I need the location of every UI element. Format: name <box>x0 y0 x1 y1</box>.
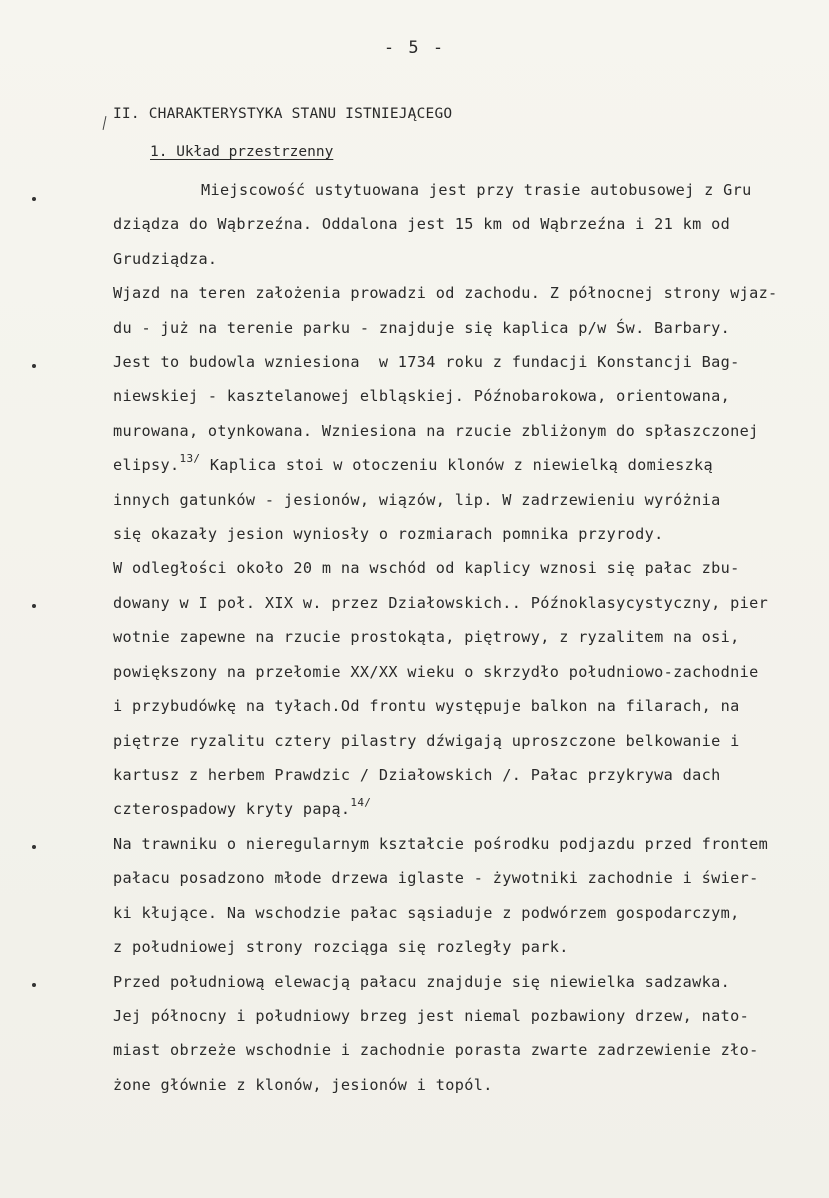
text-segment: czterospadowy kryty papą. <box>113 800 351 818</box>
text-line: W odległości około 20 m na wschód od kaplicy wznosi się pałac zbu- <box>113 559 740 577</box>
text-line: piętrze ryzalitu cztery pilastry dźwigają uproszczone belkowanie i <box>113 732 740 750</box>
margin-dot <box>32 604 36 608</box>
text-line: Grudziądza. <box>113 250 218 268</box>
text-line: pałacu posadzono młode drzewa iglaste - żywotniki zachodnie i świer- <box>113 869 759 887</box>
text-line: murowana, otynkowana. Wzniesiona na rzucie zbliżonym do spłaszczonej <box>113 422 759 440</box>
text-line: miast obrzeże wschodnie i zachodnie porasta zwarte zadrzewienie zło- <box>113 1041 759 1059</box>
text-line: ki kłujące. Na wschodzie pałac sąsiaduje z podwórzem gospodarczym, <box>113 904 740 922</box>
text-line: dziądza do Wąbrzeźna. Oddalona jest 15 km od Wąbrzeźna i 21 km od <box>113 215 731 233</box>
text-line: Na trawniku o nieregularnym kształcie pośrodku podjazdu przed frontem <box>113 835 769 853</box>
margin-dot <box>32 983 36 987</box>
footnote-marker: 13/ <box>179 452 201 465</box>
subsection-title: 1. Układ przestrzenny <box>150 144 334 160</box>
text-line: Jest to budowla wzniesiona w 1734 roku z fundacji Konstancji Bag- <box>113 353 740 371</box>
text-line: się okazały jesion wyniosły o rozmiarach pomnika przyrody. <box>113 525 664 543</box>
text-line: z południowej strony rozciąga się rozległy park. <box>113 938 569 956</box>
text-segment: Kaplica stoi w otoczeniu klonów z niewielką domieszką <box>200 456 714 474</box>
margin-dot <box>32 845 36 849</box>
margin-dot <box>32 197 36 201</box>
text-line: Jej północny i południowy brzeg jest niemal pozbawiony drzew, nato- <box>113 1007 750 1025</box>
text-line: Miejscowość ustytuowana jest przy trasie autobusowej z Gru <box>201 181 752 199</box>
section-title: II. CHARAKTERYSTYKA STANU ISTNIEJĄCEGO <box>113 106 453 122</box>
text-line-with-footnote <box>113 452 714 474</box>
text-line: powiększony na przełomie XX/XX wieku o skrzydło południowo-zachodnie <box>113 663 759 681</box>
text-line: Przed południową elewacją pałacu znajduje się niewielka sadzawka. <box>113 973 731 991</box>
margin-dot <box>32 364 36 368</box>
text-line: żone głównie z klonów, jesionów i topól. <box>113 1076 493 1094</box>
text-line: dowany w I poł. XIX w. przez Działowskich.. Późnoklasycystyczny, pier <box>113 594 769 612</box>
margin-mark <box>103 116 107 130</box>
text-line: du - już na terenie parku - znajduje się kaplica p/w Św. Barbary. <box>113 319 731 337</box>
text-line-with-footnote <box>113 796 372 818</box>
text-line: i przybudówkę na tyłach.Od frontu występuje balkon na filarach, na <box>113 697 740 715</box>
text-line: kartusz z herbem Prawdzic / Działowskich /. Pałac przykrywa dach <box>113 766 721 784</box>
text-line: niewskiej - kasztelanowej elbląskiej. Późnobarokowa, orientowana, <box>113 387 731 405</box>
text-line: Wjazd na teren założenia prowadzi od zachodu. Z północnej strony wjaz- <box>113 284 778 302</box>
text-line: wotnie zapewne na rzucie prostokąta, piętrowy, z ryzalitem na osi, <box>113 628 740 646</box>
text-line: innych gatunków - jesionów, wiązów, lip. W zadrzewieniu wyróżnia <box>113 491 721 509</box>
footnote-marker: 14/ <box>350 796 372 809</box>
page-number: - 5 - <box>383 38 446 58</box>
text-segment: elipsy. <box>113 456 180 474</box>
